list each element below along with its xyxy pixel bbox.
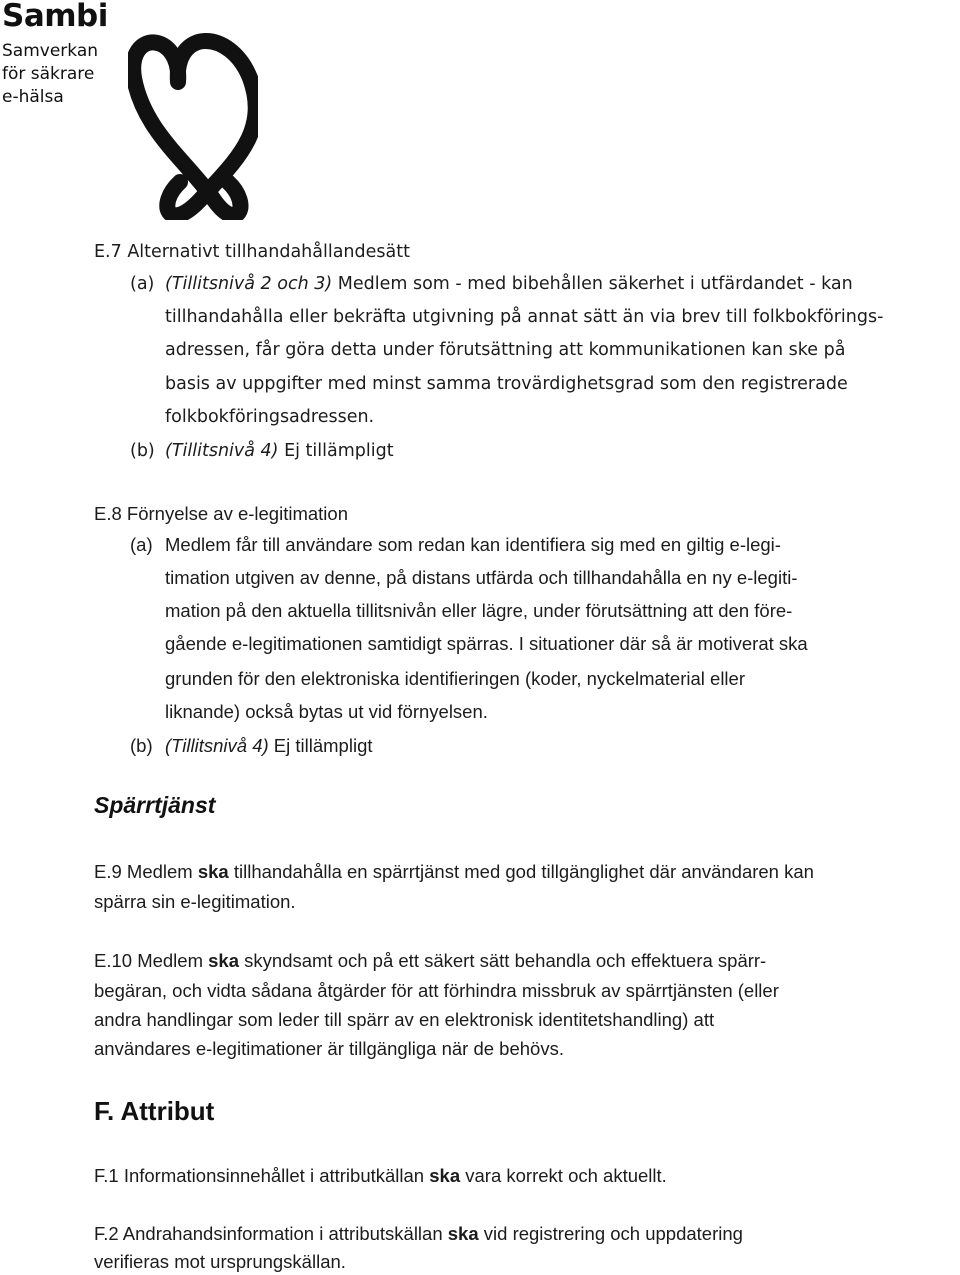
e8-a-line: grunden för den elektroniska identifieringen (koder, nyckelmaterial eller [165, 668, 745, 689]
f1-text: F.1 Informationsinnehållet i attributkällan [94, 1165, 430, 1186]
attribut-heading: F. Attribut [94, 1096, 215, 1126]
e8-b-marker: (b) [130, 735, 153, 756]
e9-line: spärra sin e-legitimation. [94, 891, 296, 912]
f2-line: verifieras mot ursprungskällan. [94, 1251, 346, 1272]
e7-b-marker: (b) [130, 441, 155, 461]
e8-b-level: (Tillitsnivå 4) [165, 735, 269, 756]
e7-a-line: folkbokföringsadressen. [165, 407, 375, 427]
e7-a-level: (Tillitsnivå 2 och 3) [165, 274, 333, 294]
e9-text: tillhandahålla en spärrtjänst med god tillgänglighet där användaren kan [228, 861, 814, 882]
section-e7-heading: E.7 Alternativt tillhandahållandesätt [94, 242, 410, 262]
e10-line: användares e-legitimationer är tillgängliga när de behövs. [94, 1038, 564, 1059]
f1-line [94, 1164, 667, 1188]
logo-tagline-line: e-hälsa [2, 87, 64, 107]
e10-ska: ska [208, 950, 240, 971]
e10-line: begäran, och vidta sådana åtgärder för att förhindra missbruk av spärrtjänsten (eller [94, 980, 779, 1001]
e7-a-line [165, 272, 853, 296]
e7-b-text: Ej tillämpligt [278, 441, 394, 461]
e7-a-line: tillhandahålla eller bekräfta utgivning på annat sätt än via brev till folkbokförings- [165, 307, 884, 327]
e7-b-level: (Tillitsnivå 4) [165, 441, 279, 461]
e8-a-marker: (a) [130, 534, 153, 555]
f1-text: vara korrekt och aktuellt. [460, 1165, 667, 1186]
e10-text: skyndsamt och på ett säkert sätt behandla och effektuera spärr- [239, 950, 767, 971]
e7-a-marker: (a) [130, 274, 155, 294]
e7-a-text: Medlem som - med bibehållen säkerhet i utfärdandet - kan [332, 274, 853, 294]
e10-line [94, 949, 766, 973]
logo-name: Sambi [2, 0, 108, 34]
e9-ska: ska [197, 861, 229, 882]
f2-line [94, 1222, 743, 1246]
f2-text: vid registrering och uppdatering [478, 1223, 743, 1244]
e9-text: E.9 Medlem [94, 861, 198, 882]
e8-a-line: gående e-legitimationen samtidigt spärras. I situationer där så är motiverat ska [165, 633, 808, 654]
e10-line: andra handlingar som leder till spärr av en elektronisk identitetshandling) att [94, 1009, 715, 1030]
e8-a-line: liknande) också bytas ut vid förnyelsen. [165, 701, 488, 722]
e8-a-line: Medlem får till användare som redan kan identifiera sig med en giltig e-legi- [165, 534, 781, 555]
section-e8-heading: E.8 Förnyelse av e-legitimation [94, 503, 348, 524]
e8-a-line: timation utgiven av denne, på distans utfärda och tillhandahålla en ny e-legiti- [165, 567, 798, 588]
f2-text: F.2 Andrahandsinformation i attributskällan [94, 1223, 448, 1244]
e8-b-text: Ej tillämpligt [268, 735, 373, 756]
e9-line [94, 860, 814, 884]
e7-a-line: adressen, får göra detta under förutsättning att kommunikationen kan ske på [165, 340, 846, 360]
e8-a-line: mation på den aktuella tillitsnivån eller lägre, under förutsättning att den före- [165, 600, 793, 621]
e10-text: E.10 Medlem [94, 950, 209, 971]
f1-ska: ska [429, 1165, 461, 1186]
sparrtjanst-heading: Spärrtjänst [94, 792, 216, 818]
logo-tagline-line: Samverkan [2, 41, 99, 61]
f2-ska: ska [447, 1223, 479, 1244]
e7-a-line: basis av uppgifter med minst samma trovärdighetsgrad som den registrerade [165, 374, 848, 394]
logo-tagline-line: för säkrare [2, 64, 95, 84]
e7-b-line [165, 439, 394, 463]
e8-b-line [165, 734, 373, 758]
